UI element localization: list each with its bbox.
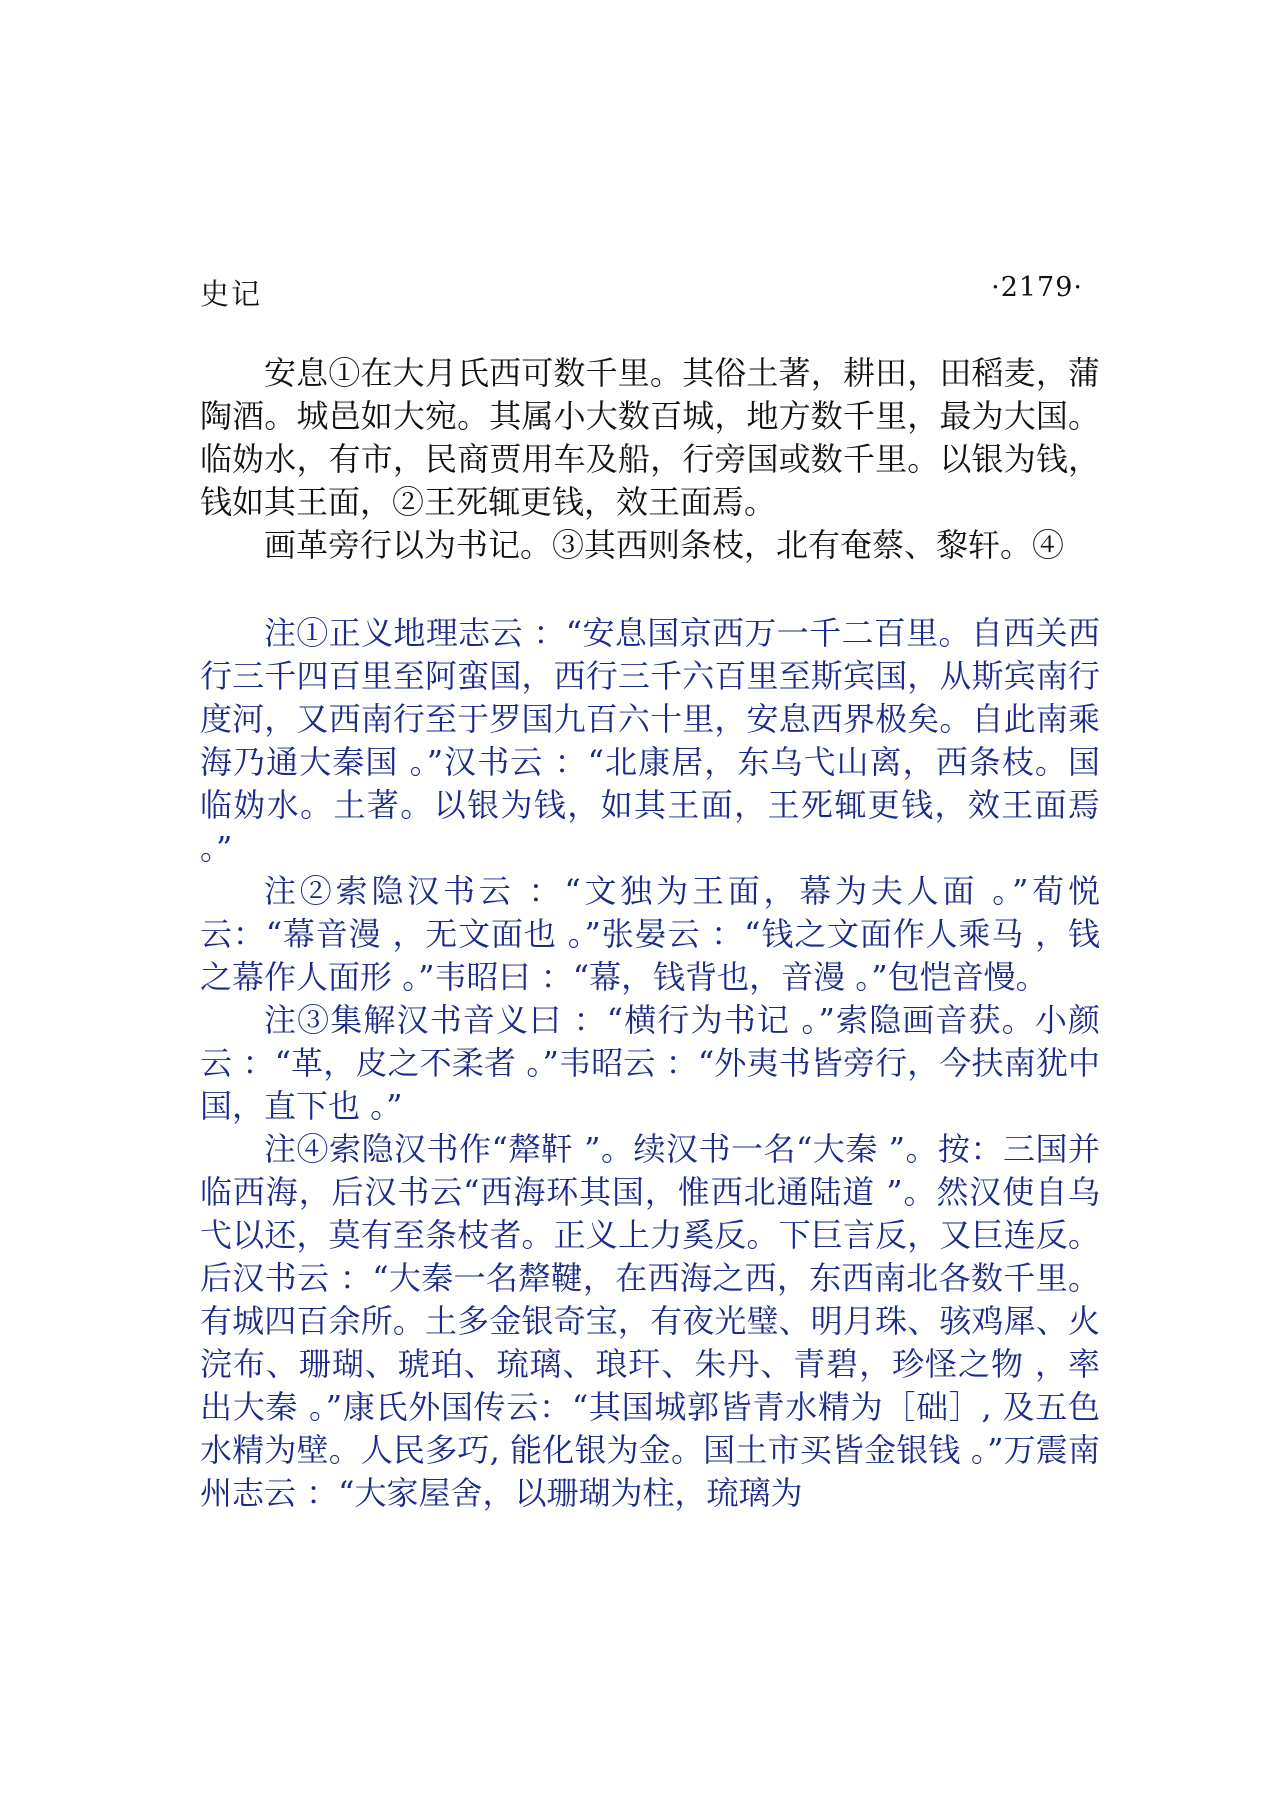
page-number: ·2179· — [991, 272, 1083, 303]
main-paragraph: 画革旁行以为书记。③其西则条枝，北有奄蔡、黎轩。④ — [264, 526, 1065, 564]
note-1: 注①正义地理志云 ：“安息国京西万一千二百里。自西关西行三千四百里至阿蛮国，西行三千六百里至斯宾国，从斯宾南行度河，又西南行至于罗国九百六十里，安息西界极矣。自此南乘海乃通大秦国 。”汉书云 ：“北康居，东乌弋山离，西条枝。国临妫水。土著。以银为钱，如其王面，王死辄更钱，效王面焉 。” — [200, 614, 1100, 867]
annotations — [200, 612, 1100, 1515]
main-text — [200, 352, 1100, 567]
note-2: 注②索隐汉书云 ：“文独为王面，幕为夫人面 。”荀悦云：“幕音漫 ，无文面也 。”张晏云 ：“钱之文面作人乘马 ，钱之幕作人面形 。”韦昭曰 ：“幕，钱背也，音漫 。”包恺音慢。 — [200, 872, 1100, 996]
book-title: 史记 — [200, 277, 263, 311]
note-4: 注④索隐汉书作“犛靬 ”。续汉书一名“大秦 ”。按：三国并临西海，后汉书云“西海环其国，惟西北通陆道 ”。然汉使自乌弋以还，莫有至条枝者。正义上力奚反。下巨言反，又巨连反。后汉书云 ：“大秦一名犛鞬，在西海之西，东西南北各数千里。有城四百余所。土多金银奇宝，有夜光璧、明月珠、骇鸡犀、火浣布、珊瑚、琥珀、琉璃、琅玕、朱丹、青碧，珍怪之物 ，率出大秦 。”康氏外国传云：“其国城郭皆青水精为［础］, 及五色水精为壁。人民多巧, 能化银为金。国土市买皆金银钱 。”万震南州志云 ：“大家屋舍，以珊瑚为柱，琉璃为 — [200, 1130, 1100, 1512]
main-paragraph: 安息①在大月氏西可数千里。其俗土著，耕田，田稻麦，蒲陶酒。城邑如大宛。其属小大数百城，地方数千里，最为大国。临妫水，有市，民商贾用车及船，行旁国或数千里。以银为钱，钱如其王面，②王死辄更钱，效王面焉。 — [200, 354, 1100, 521]
note-3: 注③集解汉书音义曰 ：“横行为书记 。”索隐画音获。小颜云 ：“革，皮之不柔者 。”韦昭云 ：“外夷书皆旁行，今扶南犹中国，直下也 。” — [200, 1001, 1100, 1125]
